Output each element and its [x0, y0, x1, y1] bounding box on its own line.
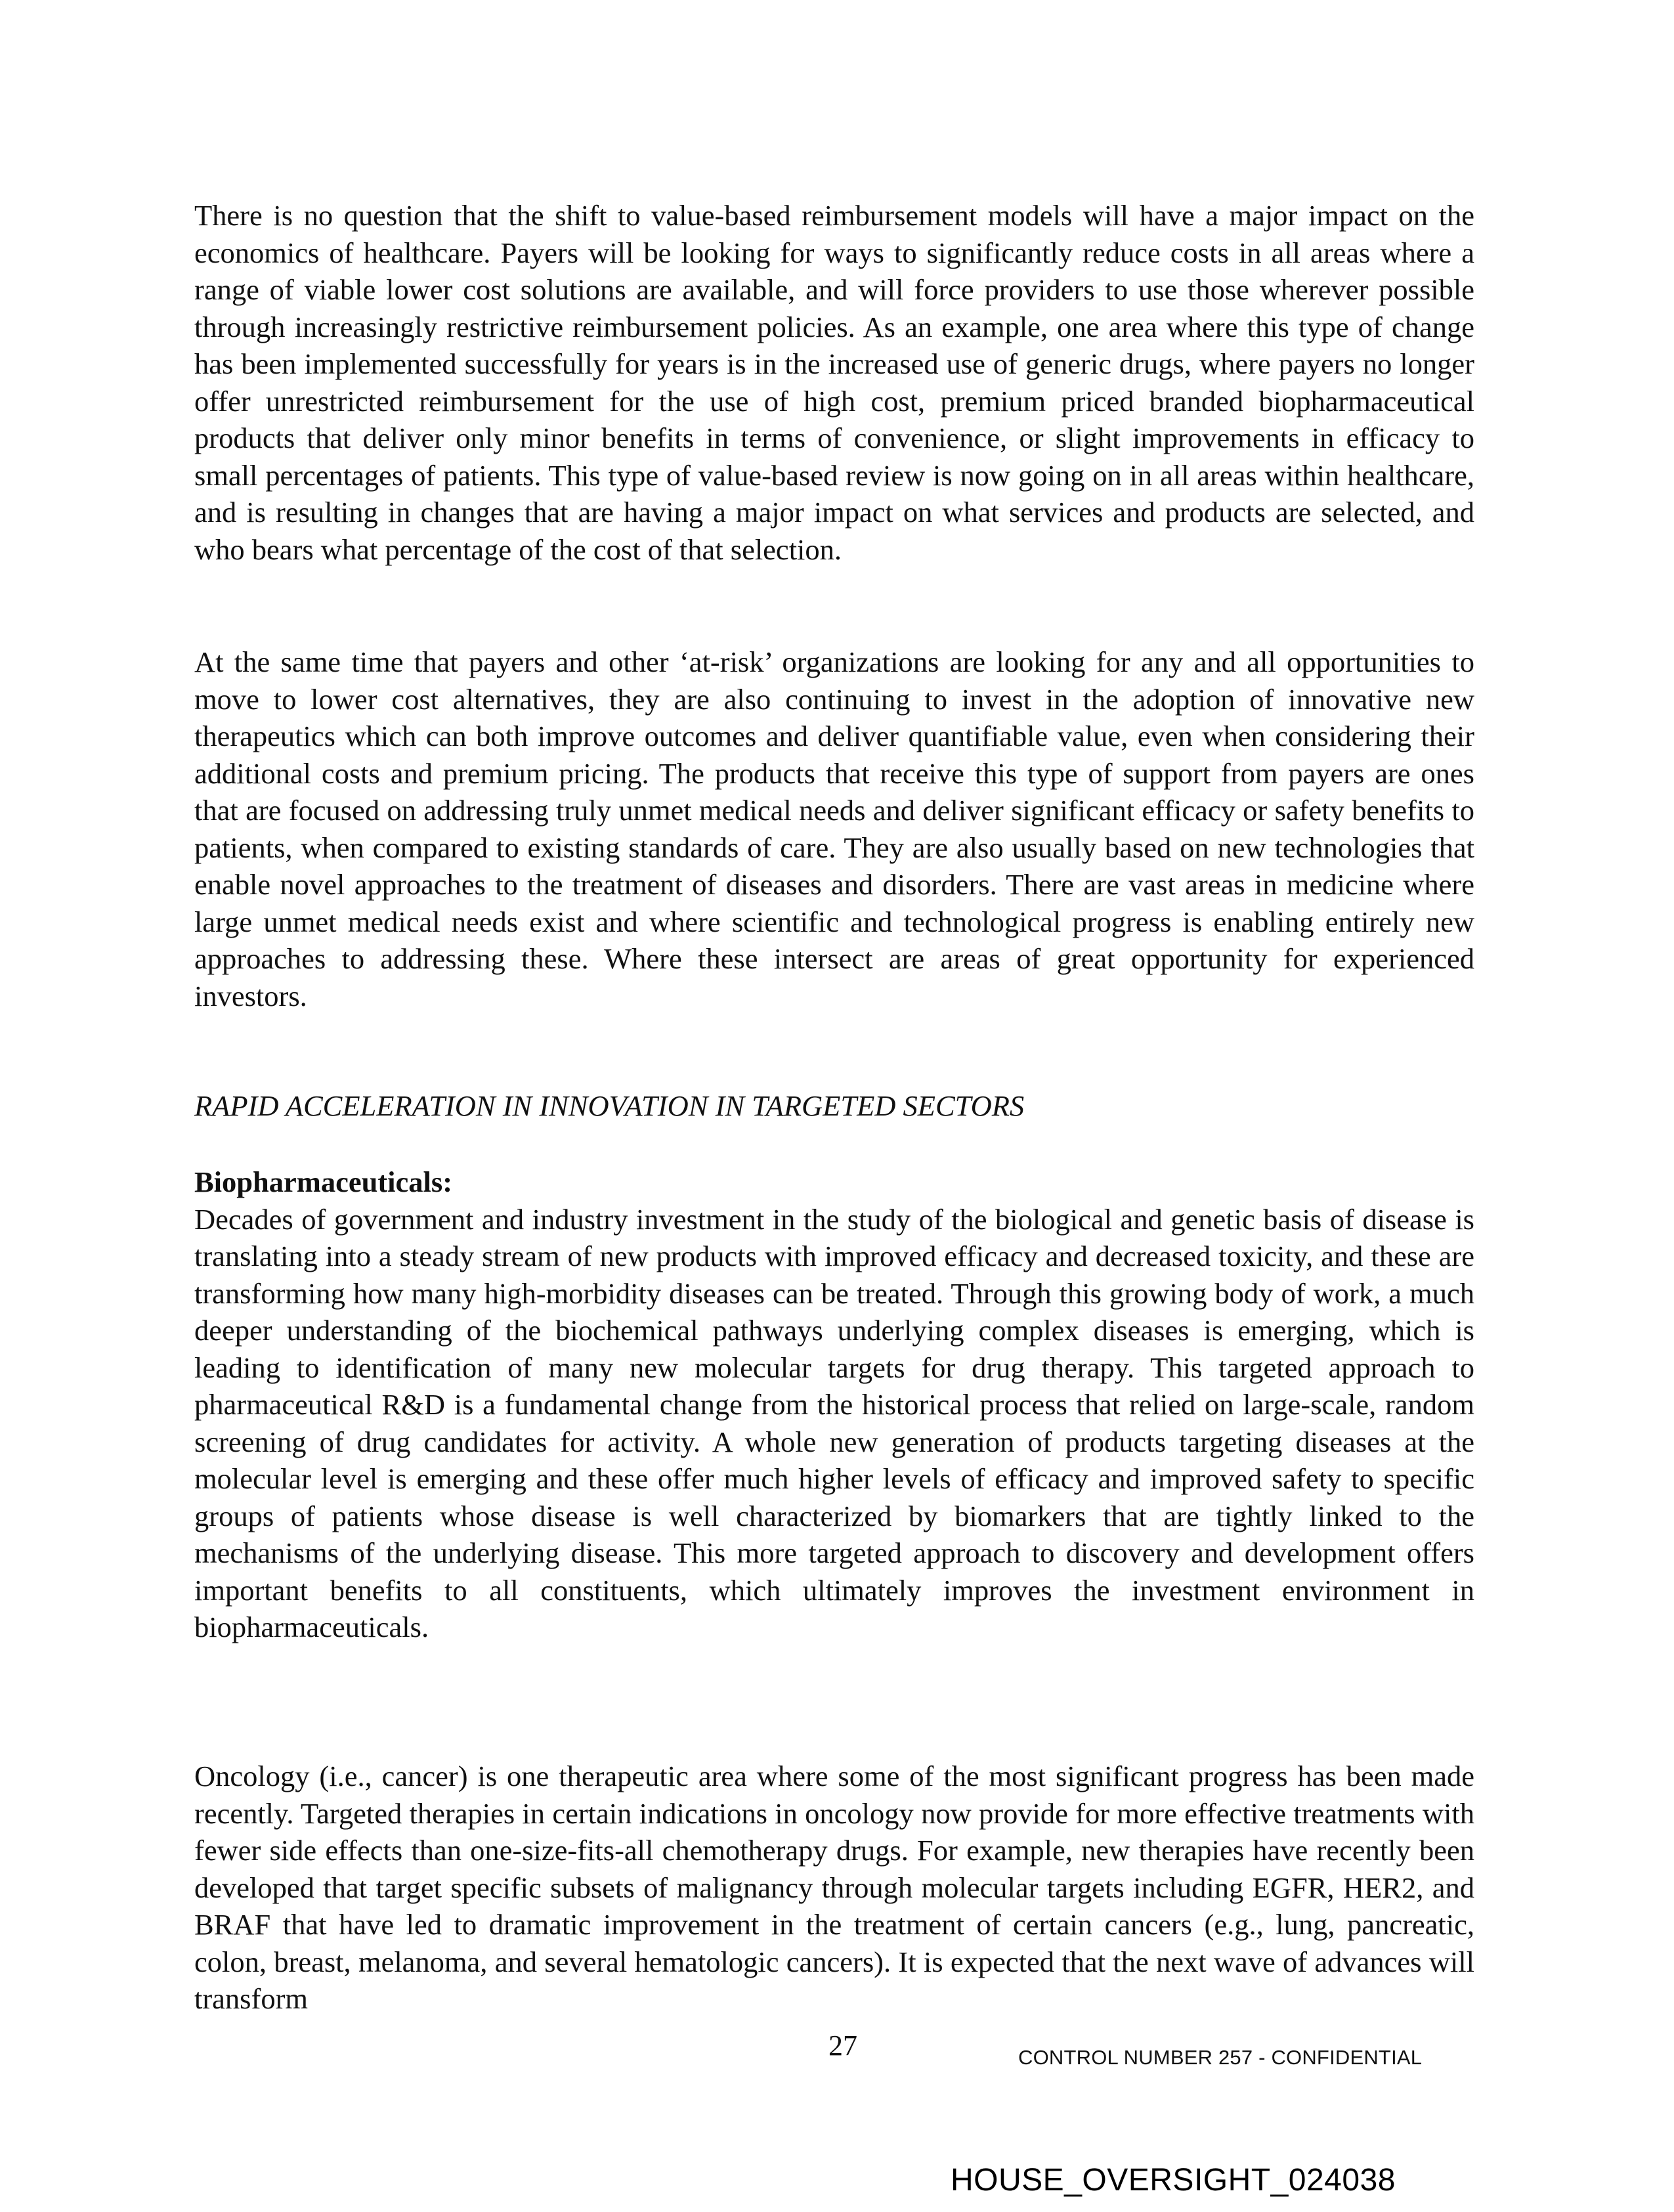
page-number: 27: [828, 2029, 857, 2062]
paragraph-biopharmaceuticals: Decades of government and industry investment in the study of the biological and genetic basis of disease is translating into a steady stream of new products with improved efficacy and decreased toxicity, and these are transforming how many high-morbidity diseases can be treated. Through this growing body of work, a much deeper understanding of the biochemical pathways underlying complex diseases is emerging, which is leading to identification of many new molecular targets for drug therapy. This targeted approach to pharmaceutical R&D is a fundamental change from the historical process that relied on large-scale, random screening of drug candidates for activity. A whole new generation of products targeting diseases at the molecular level is emerging and these offer much higher levels of efficacy and improved safety to specific groups of patients whose disease is well characterized by biomarkers that are tightly linked to the mechanisms of the underlying disease. This more targeted approach to discovery and development offers important benefits to all constituents, which ultimately improves the investment environment in biopharmaceuticals.: [194, 1202, 1474, 1643]
control-number-label: CONTROL NUMBER 257 - CONFIDENTIAL: [1018, 2046, 1423, 2069]
subsection-biopharmaceuticals: [194, 1163, 1474, 1646]
section-heading: RAPID ACCELERATION IN INNOVATION IN TARGETED SECTORS: [194, 1089, 1025, 1122]
bates-stamp: HOUSE_OVERSIGHT_024038: [951, 2163, 1396, 2198]
paragraph-value-based-reimbursement: There is no question that the shift to value-based reimbursement models will have a major impact on the economics of healthcare. Payers will be looking for ways to significantly reduce costs in all areas where a range of viable lower cost solutions are available, and will force providers to use those wherever possible through increasingly restrictive reimbursement policies. As an example, one area where this type of change has been implemented successfully for years is in the increased use of generic drugs, where payers no longer offer unrestricted reimbursement for the use of high cost, premium priced branded biopharmaceutical products that deliver only minor benefits in terms of convenience, or slight improvements in efficacy to small percentages of patients. This type of value-based review is now going on in all areas within healthcare, and is resulting in changes that are having a major impact on what services and products are selected, and who bears what percentage of the cost of that selection.: [194, 199, 1474, 566]
paragraph-innovative-therapeutics: At the same time that payers and other ‘at-risk’ organizations are looking for any and all opportunities to move to lower cost alternatives, they are also continuing to invest in the adoption of innovative new therapeutics which can both improve outcomes and deliver quantifiable value, even when considering their additional costs and premium pricing. The products that receive this type of support from payers are ones that are focused on addressing truly unmet medical needs and deliver significant efficacy or safety benefits to patients, when compared to existing standards of care. They are also usually based on new technologies that enable novel approaches to the treatment of diseases and disorders. There are vast areas in medicine where large unmet medical needs exist and where scientific and technological progress is enabling entirely new approaches to addressing these. Where these intersect are areas of great opportunity for experienced investors.: [194, 645, 1474, 1012]
subsection-heading: Biopharmaceuticals:: [194, 1165, 453, 1198]
paragraph-oncology: Oncology (i.e., cancer) is one therapeutic area where some of the most significant progress has been made recently. Targeted therapies in certain indications in oncology now provide for more effective treatments with fewer side effects than one-size-fits-all chemotherapy drugs. For example, new therapies have recently been developed that target specific subsets of malignancy through molecular targets including EGFR, HER2, and BRAF that have led to dramatic improvement in the treatment of certain cancers (e.g., lung, pancreatic, colon, breast, melanoma, and several hematologic cancers). It is expected that the next wave of advances will transform: [194, 1760, 1474, 2015]
